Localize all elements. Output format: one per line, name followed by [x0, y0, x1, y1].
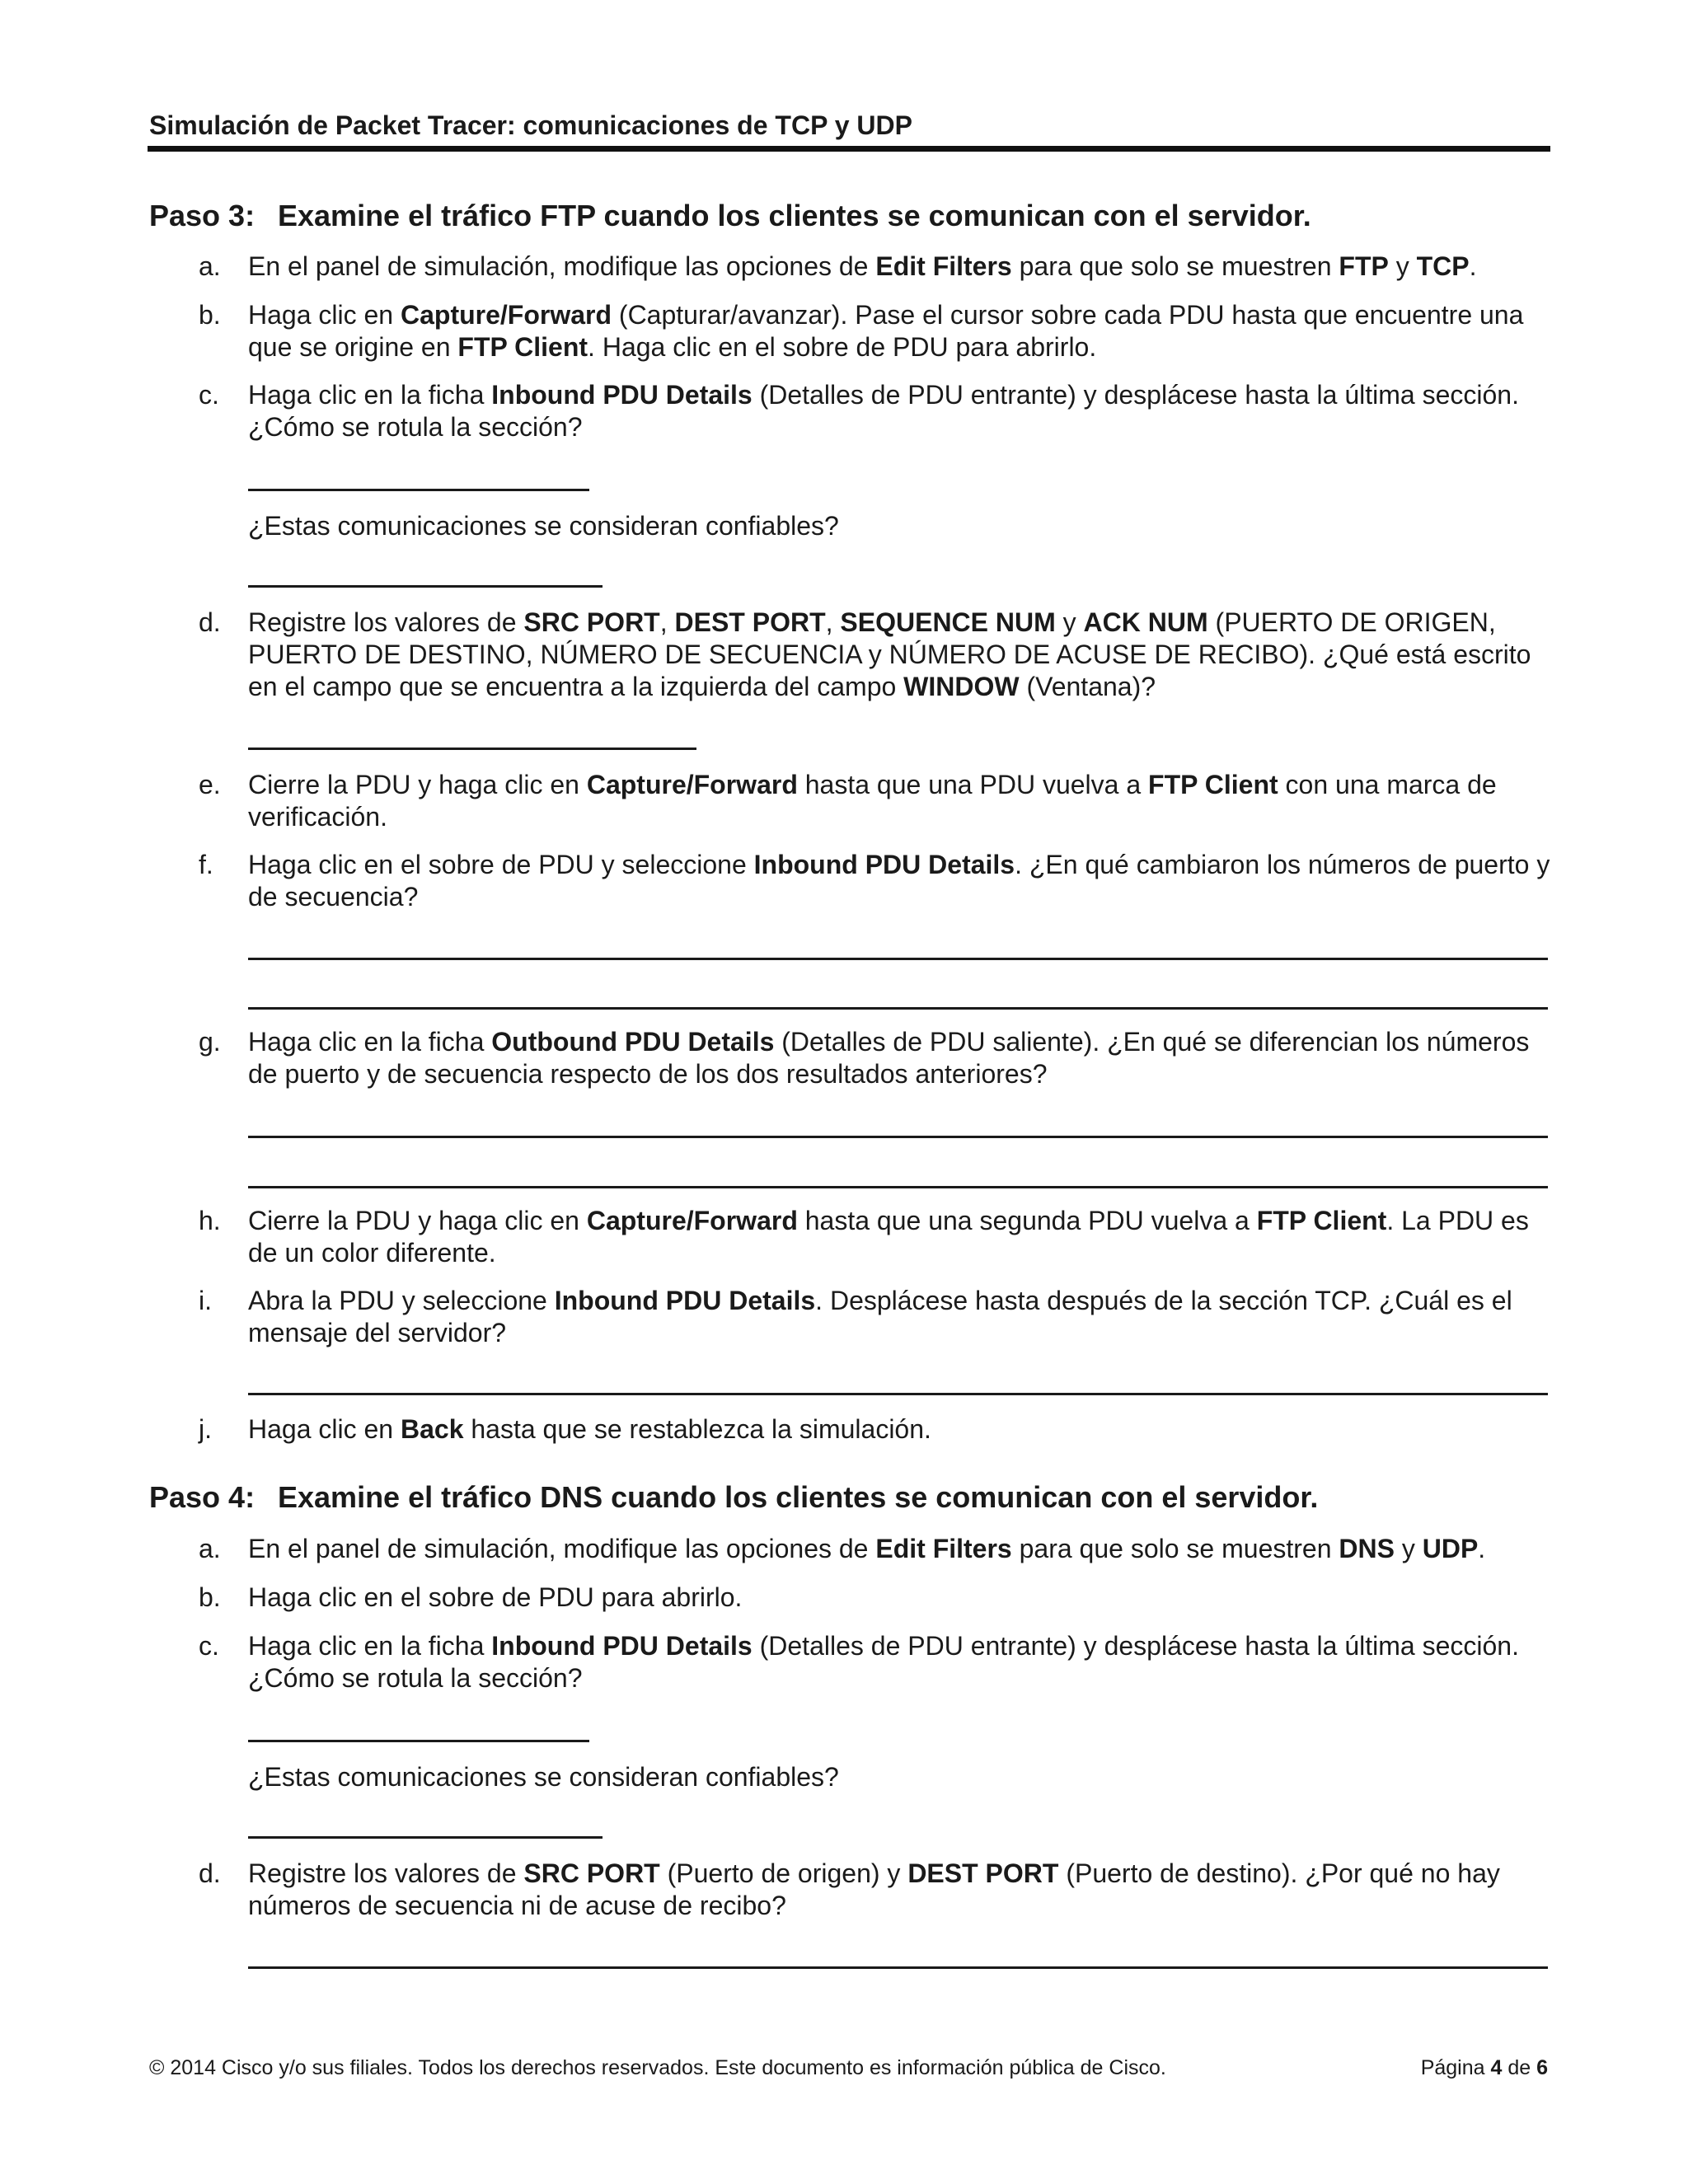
item-text: Cierre la PDU y haga clic en Capture/Forward hasta que una PDU vuelva a FTP Client con una marca de verificación. [248, 770, 1497, 832]
step-3-title [149, 195, 1311, 237]
bold-term: SEQUENCE NUM [840, 607, 1056, 637]
item-text: Abra la PDU y seleccione Inbound PDU Details. Desplácese hasta después de la sección TCP. ¿Cuál es el mensaje del servidor? [248, 1286, 1512, 1347]
bold-term: Capture/Forward [400, 300, 612, 330]
bold-term: Back [400, 1414, 464, 1444]
header-rule [148, 146, 1550, 152]
answer-line [248, 1740, 589, 1742]
step-4-reliable-question: ¿Estas comunicaciones se consideran confiables? [248, 1762, 839, 1792]
step-4-title [149, 1477, 1318, 1518]
bold-term: DNS [1339, 1534, 1395, 1563]
footer-page-number [1421, 2054, 1548, 2082]
bold-term: TCP [1416, 251, 1470, 281]
item-label: j. [199, 1414, 212, 1444]
item-label: c. [199, 380, 219, 410]
bold-term: Inbound PDU Details [753, 850, 1015, 879]
item-label: i. [199, 1286, 212, 1315]
item-text: Registre los valores de SRC PORT, DEST PORT, SEQUENCE NUM y ACK NUM (PUERTO DE ORIGEN, PUERTO DE DESTINO, NÚMERO DE SECUENCIA y NÚMERO DE ACUSE DE RECIBO). ¿Qué está escrito en el campo que se encuentra a la izquierda del campo WINDOW (Ventana)? [248, 607, 1531, 701]
item-text: Haga clic en la ficha Outbound PDU Details (Detalles de PDU saliente). ¿En qué se diferencian los números de puerto y de secuencia respecto de los dos resultados anteriores? [248, 1027, 1530, 1089]
item-label: b. [199, 300, 221, 330]
bold-term: SRC PORT [523, 607, 660, 637]
bold-term: Edit Filters [875, 1534, 1012, 1563]
answer-line [248, 1393, 1548, 1395]
item-label: f. [199, 850, 213, 879]
item-label: d. [199, 607, 221, 637]
bold-term: SRC PORT [523, 1858, 660, 1888]
item-text: En el panel de simulación, modifique las opciones de Edit Filters para que solo se muestren FTP y TCP. [248, 251, 1477, 281]
bold-term: Capture/Forward [586, 770, 798, 799]
bold-term: Edit Filters [875, 251, 1012, 281]
bold-term: Inbound PDU Details [491, 380, 753, 410]
answer-line [248, 585, 603, 588]
footer-copyright: © 2014 Cisco y/o sus filiales. Todos los derechos reservados. Este documento es información pública de Cisco. [149, 2056, 1166, 2079]
item-label: b. [199, 1582, 221, 1612]
page-separator: de [1502, 2056, 1537, 2079]
bold-term: DEST PORT [907, 1858, 1059, 1888]
bold-term: Outbound PDU Details [491, 1027, 775, 1057]
answer-line [248, 1966, 1548, 1969]
item-text: Haga clic en la ficha Inbound PDU Details (Detalles de PDU entrante) y desplácese hasta la última sección. ¿Cómo se rotula la sección? [248, 1631, 1519, 1693]
answer-line [248, 1836, 603, 1839]
page-prefix: Página [1420, 2056, 1491, 2079]
item-text: Haga clic en la ficha Inbound PDU Details (Detalles de PDU entrante) y desplácese hasta la última sección. ¿Cómo se rotula la sección? [248, 380, 1519, 442]
step-3-heading: Examine el tráfico FTP cuando los clientes se comunican con el servidor. [278, 199, 1311, 232]
bold-term: Inbound PDU Details [491, 1631, 753, 1661]
document-header: Simulación de Packet Tracer: comunicaciones de TCP y UDP [149, 110, 912, 140]
step-4-number: Paso 4: [149, 1480, 256, 1514]
answer-line [248, 958, 1548, 960]
bold-term: WINDOW [903, 672, 1020, 701]
answer-line [248, 1007, 1548, 1010]
answer-line [248, 748, 696, 750]
item-label: a. [199, 1534, 221, 1563]
step-3-number: Paso 3: [149, 199, 256, 232]
answer-line [248, 1186, 1548, 1188]
bold-term: Inbound PDU Details [554, 1286, 816, 1315]
item-text: Haga clic en Back hasta que se restablezca la simulación. [248, 1414, 931, 1444]
item-label: e. [199, 770, 221, 799]
answer-line [248, 1136, 1548, 1138]
item-text: Cierre la PDU y haga clic en Capture/Forward hasta que una segunda PDU vuelva a FTP Client. La PDU es de un color diferente. [248, 1206, 1529, 1268]
item-text: Haga clic en el sobre de PDU y seleccione Inbound PDU Details. ¿En qué cambiaron los números de puerto y de secuencia? [248, 850, 1550, 912]
item-label: d. [199, 1858, 221, 1888]
item-text: Registre los valores de SRC PORT (Puerto de origen) y DEST PORT (Puerto de destino). ¿Por qué no hay números de secuencia ni de acuse de recibo? [248, 1858, 1500, 1920]
bold-term: DEST PORT [674, 607, 826, 637]
bold-term: FTP Client [1148, 770, 1278, 799]
item-text: En el panel de simulación, modifique las opciones de Edit Filters para que solo se muestren DNS y UDP. [248, 1534, 1486, 1563]
bold-term: ACK NUM [1083, 607, 1208, 637]
item-text: Haga clic en el sobre de PDU para abrirlo. [248, 1582, 743, 1612]
item-text: Haga clic en Capture/Forward (Capturar/avanzar). Pase el cursor sobre cada PDU hasta que encuentre una que se origine en FTP Client. Haga clic en el sobre de PDU para abrirlo. [248, 300, 1524, 362]
page-total: 6 [1536, 2056, 1548, 2079]
item-label: h. [199, 1206, 221, 1235]
bold-term: UDP [1422, 1534, 1479, 1563]
bold-term: FTP Client [457, 332, 588, 362]
answer-line [248, 489, 589, 491]
page-current: 4 [1490, 2056, 1503, 2079]
bold-term: FTP Client [1256, 1206, 1387, 1235]
item-label: g. [199, 1027, 221, 1057]
item-label: a. [199, 251, 221, 281]
bold-term: Capture/Forward [586, 1206, 798, 1235]
step-3-reliable-question: ¿Estas comunicaciones se consideran confiables? [248, 511, 839, 541]
step-4-heading: Examine el tráfico DNS cuando los clientes se comunican con el servidor. [278, 1480, 1319, 1514]
item-label: c. [199, 1631, 219, 1661]
bold-term: FTP [1339, 251, 1389, 281]
